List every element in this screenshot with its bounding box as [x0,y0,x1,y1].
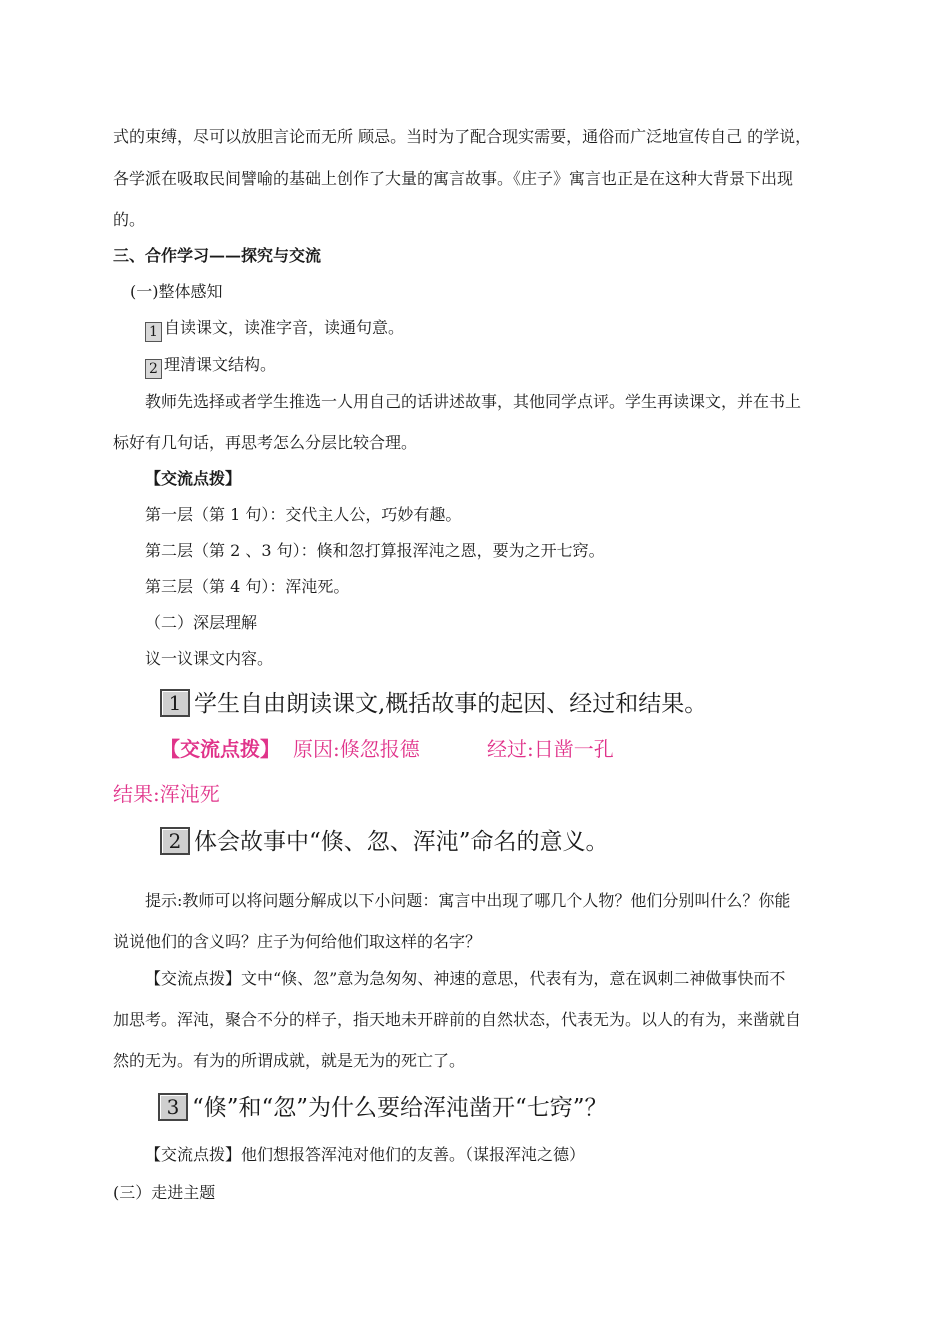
layer-1: 第一层（第 1 句）：交代主人公，巧妙有趣。 [145,505,462,524]
q3-tip: 【交流点拨】他们想报答浑沌对他们的友善。（谋报浑沌之德） [145,1145,586,1164]
question-text: 体会故事中“倏、忽、浑沌”命名的意义。 [194,829,609,855]
intro-line-1: 式的束缚，尽可以放胆言论而无所 顾忌。当时为了配合现实需要，通俗而广泛地宣传自己 的学说， [113,127,812,146]
section3-title: 三、合作学习——探究与交流 [113,246,322,265]
teacher-line-2: 标好有几句话，再思考怎么分层比较合理。 [113,433,418,452]
part2-intro: 议一议课文内容。 [145,649,274,668]
q1-tip-label: 【交流点拨】 [160,737,280,761]
q2-tip-line-2: 加思考。浑沌，聚合不分的样子，指天地未开辟前的自然状态，代表无为。以人的有为，来凿就自 [113,1010,802,1029]
q2-tip-line-3: 然的无为。有为的所谓成就，就是无为的死亡了。 [113,1051,466,1070]
part3-heading: (三）走进主题 [113,1183,216,1202]
layer-3: 第三层（第 4 句）：浑沌死。 [145,577,350,596]
question-1 [160,689,707,719]
part1-item-1 [145,318,404,342]
part1-item-2 [145,355,276,379]
part2-heading: （二）深层理解 [145,613,258,632]
item-text: 自读课文，读准字音，读通句意。 [164,318,405,337]
part1-heading: (一)整体感知 [130,282,223,301]
q2-tip-line-1: 【交流点拨】文中“倏、忽”意为急匆匆、神速的意思，代表有为，意在讽刺二神做事快而不 [145,969,786,988]
hint-line-1: 提示:教师可以将问题分解成以下小问题：寓言中出现了哪几个人物？他们分别叫什么？你能 [145,891,791,910]
item-number-box: 2 [145,359,162,379]
question-text: “倏”和“忽”为什么要给浑沌凿开“七窍”？ [192,1095,608,1121]
question-number-box: 2 [160,827,190,855]
intro-line-2: 各学派在吸取民间譬喻的基础上创作了大量的寓言故事。《庄子》寓言也正是在这种大背景下出现 [113,169,794,188]
question-3 [158,1093,608,1123]
tip-heading: 【交流点拨】 [145,469,242,488]
intro-line-3: 的。 [113,210,146,229]
q1-result: 结果:浑沌死 [113,782,220,806]
question-2 [160,827,609,857]
question-text: 学生自由朗读课文,概括故事的起因、经过和结果。 [194,691,708,717]
layer-2: 第二层（第 2 、3 句）：倏和忽打算报浑沌之恩，要为之开七窍。 [145,541,605,560]
teacher-line-1: 教师先选择或者学生推选一人用自己的话讲述故事，其他同学点评。学生再读课文，并在书上 [145,392,802,411]
question-number-box: 1 [160,689,190,717]
item-number-box: 1 [145,322,162,342]
q1-process: 经过:日凿一孔 [487,737,614,761]
hint-line-2: 说说他们的含义吗？庄子为何给他们取这样的名字？ [113,932,482,951]
q1-cause: 原因:倏忽报德 [293,737,420,761]
item-text: 理清课文结构。 [164,355,277,374]
question-number-box: 3 [158,1093,188,1121]
